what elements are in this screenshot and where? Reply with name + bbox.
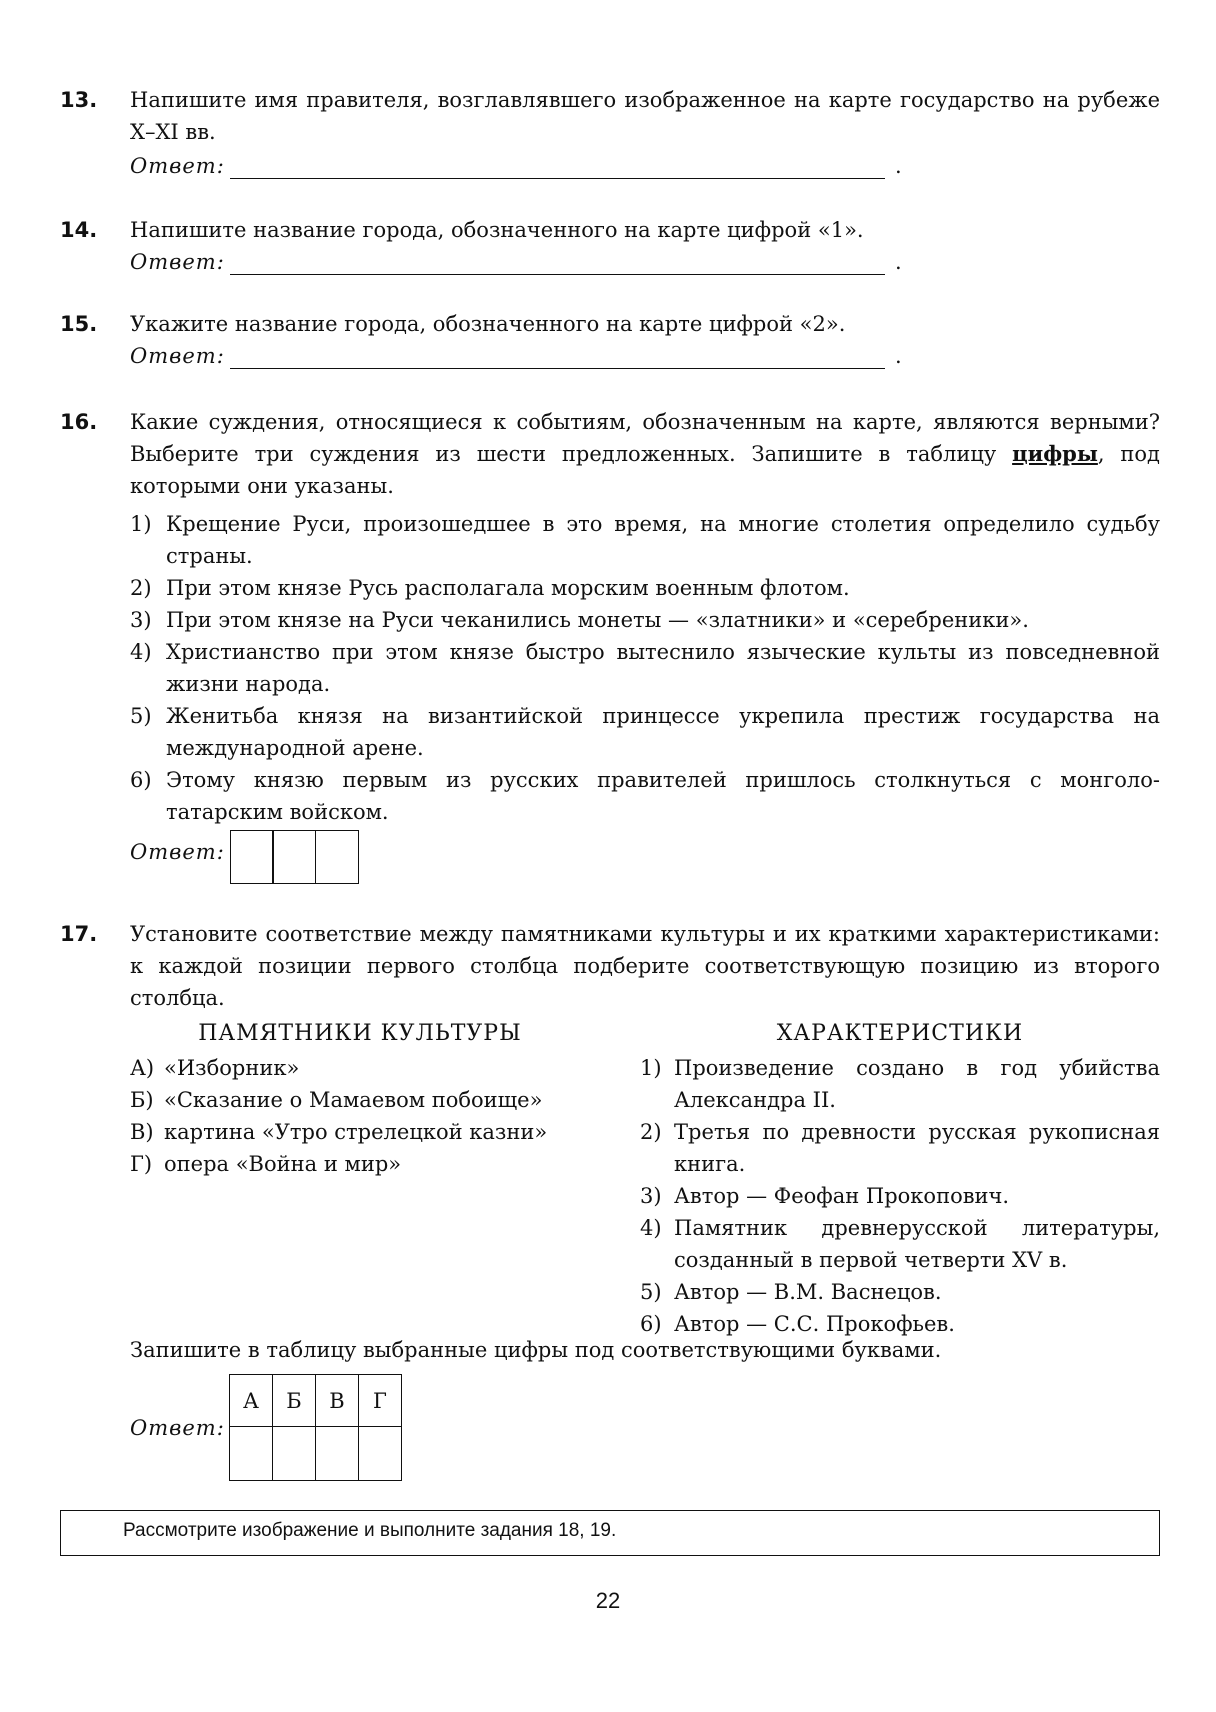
list-item: 2) Третья по древности русская рукописная книга. [640, 1120, 1160, 1176]
right-column [640, 1018, 1160, 1340]
list-item: 4) Христианство при этом князе быстро вытеснило языческие культы из повседневной жизни народа. [130, 640, 1160, 696]
list-item: 6) Этому князю первым из русских правителей пришлось столкнуться с монголо-татарским войском. [130, 768, 1160, 824]
answer-cell[interactable] [315, 830, 359, 884]
list-item: Г) опера «Война и мир» [130, 1152, 402, 1176]
answer-label: Ответ: [130, 344, 225, 368]
task-number: 16. [60, 410, 98, 434]
answer-line[interactable]: Ответ: . [130, 150, 1160, 186]
answer-line[interactable]: Ответ: . [130, 246, 1160, 282]
answer-underline[interactable] [230, 368, 885, 369]
answer-cell[interactable] [359, 1427, 402, 1481]
emphasis-digits: цифры [1012, 441, 1098, 466]
task-number: 15. [60, 312, 98, 336]
list-item: 2) При этом князе Русь располагала морским военным флотом. [130, 576, 850, 600]
answer-boxes [231, 830, 359, 884]
list-item: 3) Автор — Феофан Прокопович. [640, 1184, 1010, 1208]
answer-cell[interactable] [230, 830, 274, 884]
list-item: 6) Автор — С.С. Прокофьев. [640, 1312, 955, 1336]
task-17-answer [60, 1412, 1160, 1448]
instruction-box-text: Рассмотрите изображение и выполните задания 18, 19. [123, 1520, 617, 1541]
list-item: 5) Автор — В.М. Васнецов. [640, 1280, 942, 1304]
column-header: ХАРАКТЕРИСТИКИ [776, 1021, 1024, 1046]
page-number: 22 [595, 1588, 621, 1613]
column-header-b: Б [273, 1375, 316, 1427]
answer-label: Ответ: [130, 840, 225, 864]
answer-cell[interactable] [273, 1427, 316, 1481]
list-item: 1) Произведение создано в год убийства Александра II. [640, 1056, 1160, 1112]
column-header: ПАМЯТНИКИ КУЛЬТУРЫ [198, 1021, 522, 1046]
statement-list [130, 508, 1160, 828]
answer-cell[interactable] [316, 1427, 359, 1481]
task-text: Напишите имя правителя, возглавлявшего изображенное на карте государство на рубеже X–XI вв. [130, 88, 1160, 144]
list-item: А) «Изборник» [130, 1056, 300, 1080]
task-text: Какие суждения, относящиеся к событиям, обозначенным на карте, являются верными? Выберите три суждения из шести предложенных. Запишите в таблицу цифры, под которыми они указаны. [130, 410, 1160, 498]
task-text: Укажите название города, обозначенного на карте цифрой «2». [130, 312, 846, 336]
task-17 [60, 918, 1160, 1014]
task-16 [60, 406, 1160, 828]
task-number: 17. [60, 922, 98, 946]
list-item: 3) При этом князе на Руси чеканились монеты — «златники» и «серебреники». [130, 608, 1029, 632]
task-number: 13. [60, 88, 98, 112]
answer-table [229, 1374, 402, 1481]
task-13 [60, 84, 1160, 186]
answer-cell[interactable] [230, 1427, 273, 1481]
task-text: Напишите название города, обозначенного на карте цифрой «1». [130, 218, 864, 242]
task-text: Установите соответствие между памятниками культуры и их краткими характеристиками: к каждой позиции первого столбца подберите соответствующую позицию из второго столбца. [130, 922, 1160, 1010]
answer-label: Ответ: [130, 250, 225, 274]
task-number: 14. [60, 218, 98, 242]
answer-line[interactable]: Ответ: . [130, 340, 1160, 376]
left-column [130, 1018, 590, 1180]
task-16-answer [60, 836, 1160, 872]
answer-underline[interactable] [230, 274, 885, 275]
task-15 [60, 308, 1160, 376]
answer-label: Ответ: [130, 154, 225, 178]
task-14 [60, 214, 1160, 282]
answer-cell[interactable] [272, 830, 316, 884]
instruction-box [60, 1510, 1160, 1556]
list-item: 1) Крещение Руси, произошедшее в это время, на многие столетия определило судьбу страны. [130, 512, 1160, 568]
list-item: В) картина «Утро стрелецкой казни» [130, 1120, 548, 1144]
list-item: Б) «Сказание о Мамаевом побоище» [130, 1088, 543, 1112]
task-17-instruction [60, 1334, 1160, 1366]
instruction-text: Запишите в таблицу выбранные цифры под соответствующими буквами. [130, 1338, 942, 1362]
column-header-v: В [316, 1375, 359, 1427]
list-item: 4) Памятник древнерусской литературы, созданный в первой четверти XV в. [640, 1216, 1160, 1272]
column-header-g: Г [359, 1375, 402, 1427]
answer-underline[interactable] [230, 178, 885, 179]
answer-label: Ответ: [130, 1416, 225, 1440]
column-header-a: А [230, 1375, 273, 1427]
list-item: 5) Женитьба князя на византийской принцессе укрепила престиж государства на международной арене. [130, 704, 1160, 760]
